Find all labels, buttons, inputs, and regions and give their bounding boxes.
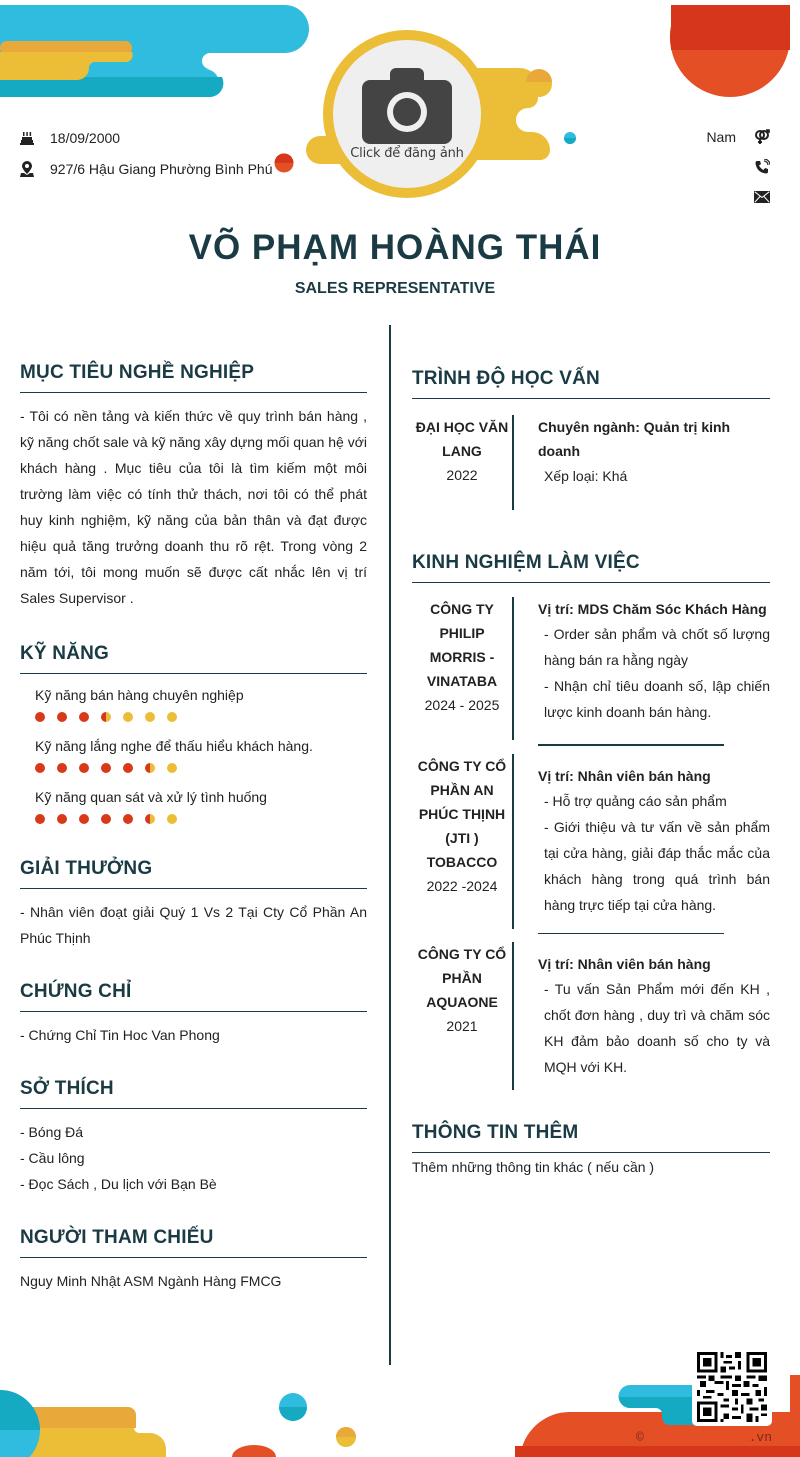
left-column <box>20 362 367 1294</box>
hobbies-section <box>20 1078 367 1197</box>
rating-dot-full <box>57 712 67 722</box>
reference-text: Nguy Minh Nhật ASM Ngành Hàng FMCG <box>20 1273 282 1289</box>
entry-separator <box>538 933 724 935</box>
column-divider <box>389 325 391 1365</box>
company-name: CÔNG TY PHILIP MORRIS - VINATABA <box>426 601 498 689</box>
section-title: THÔNG TIN THÊM <box>412 1122 770 1153</box>
hobby-item: - Đọc Sách , Du lịch với Bạn Bè <box>20 1176 217 1192</box>
company-block <box>412 754 512 929</box>
work-period: 2022 -2024 <box>426 877 498 894</box>
job-details <box>538 597 770 740</box>
skill-item <box>35 786 367 824</box>
skill-name: Kỹ năng bán hàng chuyên nghiệp <box>35 687 244 703</box>
skill-name: Kỹ năng lắng nghe để thấu hiểu khách hàng. <box>35 738 313 754</box>
gender-value: Nam <box>706 129 736 145</box>
objective-section <box>20 362 367 611</box>
birthday-value: 18/09/2000 <box>50 129 121 146</box>
job-duty: - Tu vấn Sản Phẩm mới đến KH , chốt đơn hàng , duy trì và chăm sóc KH đảm bảo doanh số cho ty và MQH với KH. <box>544 981 770 1075</box>
company-name: CÔNG TY CỔ PHẦN AN PHÚC THỊNH (JTI ) TOBACCO <box>417 757 507 870</box>
rating-dot-half <box>101 712 111 722</box>
entry-divider <box>512 754 514 929</box>
section-title: SỞ THÍCH <box>20 1078 367 1109</box>
rating-dot-full <box>57 814 67 824</box>
gender-icon <box>750 129 770 145</box>
decor-top-left <box>0 0 320 100</box>
domain-suffix: .vn <box>748 1430 772 1445</box>
qr-code[interactable] <box>692 1348 772 1426</box>
photo-upload-label: Click để đăng ảnh <box>350 145 464 161</box>
job-duty: - Hỗ trợ quảng cáo sản phẩm <box>544 792 727 809</box>
photo-upload-button[interactable] <box>333 40 481 188</box>
job-position: Vị trí: MDS Chăm Sóc Khách Hàng <box>538 601 767 617</box>
candidate-name: VÕ PHẠM HOÀNG THÁI <box>188 228 602 267</box>
skill-item <box>35 684 367 722</box>
rating-dot-full <box>123 814 133 824</box>
graduation-year: 2022 <box>446 467 478 483</box>
rating-dot-empty <box>123 712 133 722</box>
education-entry <box>412 415 770 510</box>
decor-red-dot <box>274 153 294 173</box>
job-details <box>538 942 770 1090</box>
job-duty: - Order sản phẩm và chốt số lượng hàng bán ra hằng ngày <box>544 626 770 668</box>
phone-icon <box>750 159 770 175</box>
skills-section <box>20 643 367 824</box>
experience-section <box>412 552 770 1090</box>
skill-item <box>35 735 367 773</box>
rating-dot-full <box>35 814 45 824</box>
decor-top-right <box>660 0 800 100</box>
section-title: CHỨNG CHỈ <box>20 981 367 1012</box>
rating-dot-empty <box>167 763 177 773</box>
email-row[interactable] <box>706 182 770 212</box>
awards-text: - Nhân viên đoạt giải Quý 1 Vs 2 Tại Cty Cổ Phần An Phúc Thịnh <box>20 904 367 946</box>
rating-dot-full <box>79 814 89 824</box>
rating-dot-half <box>145 814 155 824</box>
skill-name: Kỹ năng quan sát và xử lý tình huống <box>35 789 267 805</box>
experience-entry <box>412 942 770 1090</box>
rating-dot-full <box>35 712 45 722</box>
major: Chuyên ngành: Quản trị kinh doanh <box>538 419 731 459</box>
hobby-item: - Cầu lông <box>20 1150 85 1166</box>
certificates-section <box>20 981 367 1048</box>
right-column <box>412 368 770 1177</box>
entry-divider <box>512 415 514 510</box>
rating-dot-full <box>35 763 45 773</box>
education-details <box>538 415 770 510</box>
rating-dot-full <box>123 763 133 773</box>
objective-text: - Tôi có nền tảng và kiến thức về quy trình bán hàng , kỹ năng chốt sale và kỹ năng xây dựng mối quan hệ với khách hàng . Mục tiêu của tôi là tìm kiếm một môi trường làm việc có tính thử thách, nơi tôi có thể phát huy kinh nghiệm, kỹ năng của bản thân và đạt được hiệu quả tăng trưởng doanh thu rõ rệt. Trong vòng 2 năm tới, tôi mong muốn sẽ được cất nhắc lên vị trí Sales Supervisor . <box>20 408 367 606</box>
envelope-icon <box>750 191 770 203</box>
cake-icon <box>20 131 50 145</box>
section-title: NGƯỜI THAM CHIẾU <box>20 1227 367 1258</box>
contact-info-right <box>706 122 770 212</box>
experience-entry <box>412 754 770 929</box>
rating-dot-half <box>145 763 155 773</box>
section-title: KINH NGHIỆM LÀM VIỆC <box>412 552 770 583</box>
entry-divider <box>512 597 514 740</box>
rating-dot-empty <box>167 712 177 722</box>
section-title: KỸ NĂNG <box>20 643 367 674</box>
section-title: MỤC TIÊU NGHỀ NGHIỆP <box>20 362 367 393</box>
phone-row[interactable] <box>706 152 770 182</box>
rating-dot-full <box>57 763 67 773</box>
skill-rating <box>35 814 367 824</box>
section-title: TRÌNH ĐỘ HỌC VẤN <box>412 368 770 399</box>
hobby-item: - Bóng Đá <box>20 1124 84 1140</box>
additional-info-section <box>412 1122 770 1177</box>
camera-icon <box>362 68 452 144</box>
job-position: Vị trí: Nhân viên bán hàng <box>538 767 711 784</box>
experience-entry <box>412 597 770 740</box>
additional-info-text: Thêm những thông tin khác ( nếu cần ) <box>412 1159 655 1175</box>
job-duty: - Nhận chỉ tiêu doanh số, lập chiến lược kinh doanh bán hàng. <box>544 678 770 720</box>
certificate-item: - Chứng Chỉ Tin Hoc Van Phong <box>20 1027 220 1043</box>
skill-rating <box>35 763 367 773</box>
grade: Xếp loại: Khá <box>544 468 628 484</box>
copyright-symbol: © <box>636 1430 644 1445</box>
job-details <box>538 754 770 929</box>
job-title: SALES REPRESENTATIVE <box>294 280 496 297</box>
gender-row <box>706 122 770 152</box>
work-period: 2021 <box>446 1018 478 1034</box>
company-name: CÔNG TY CỔ PHẦN AQUAONE <box>417 946 507 1010</box>
entry-separator <box>538 744 724 746</box>
rating-dot-empty <box>145 712 155 722</box>
birthday-row <box>20 122 272 153</box>
entry-divider <box>512 942 514 1090</box>
work-period: 2024 - 2025 <box>424 697 500 713</box>
company-block <box>412 597 512 740</box>
school-name: ĐẠI HỌC VĂN LANG <box>415 419 509 459</box>
rating-dot-full <box>101 814 111 824</box>
decor-bottom-left <box>0 1370 380 1457</box>
qr-code-icon <box>696 1352 768 1422</box>
footer-brand <box>636 1430 772 1445</box>
rating-dot-full <box>79 763 89 773</box>
awards-section <box>20 858 367 951</box>
education-section <box>412 368 770 510</box>
rating-dot-full <box>79 712 89 722</box>
skill-rating <box>35 712 367 722</box>
rating-dot-full <box>101 763 111 773</box>
address-row <box>20 153 272 184</box>
job-duty: - Giới thiệu và tư vấn về sản phẩm tại cửa hàng, giải đáp thắc mắc của khách hàng trong quá trình bán hàng trực tiếp tại cửa hàng. <box>544 818 770 913</box>
section-title: GIẢI THƯỞNG <box>20 858 367 889</box>
education-school-block <box>412 415 512 510</box>
job-position: Vị trí: Nhân viên bán hàng <box>538 956 711 972</box>
company-block <box>412 942 512 1090</box>
address-value: 927/6 Hậu Giang Phường Bình Phú <box>50 160 273 177</box>
location-pin-icon <box>20 161 50 177</box>
contact-info-left <box>20 122 272 184</box>
references-section <box>20 1227 367 1294</box>
rating-dot-empty <box>167 814 177 824</box>
